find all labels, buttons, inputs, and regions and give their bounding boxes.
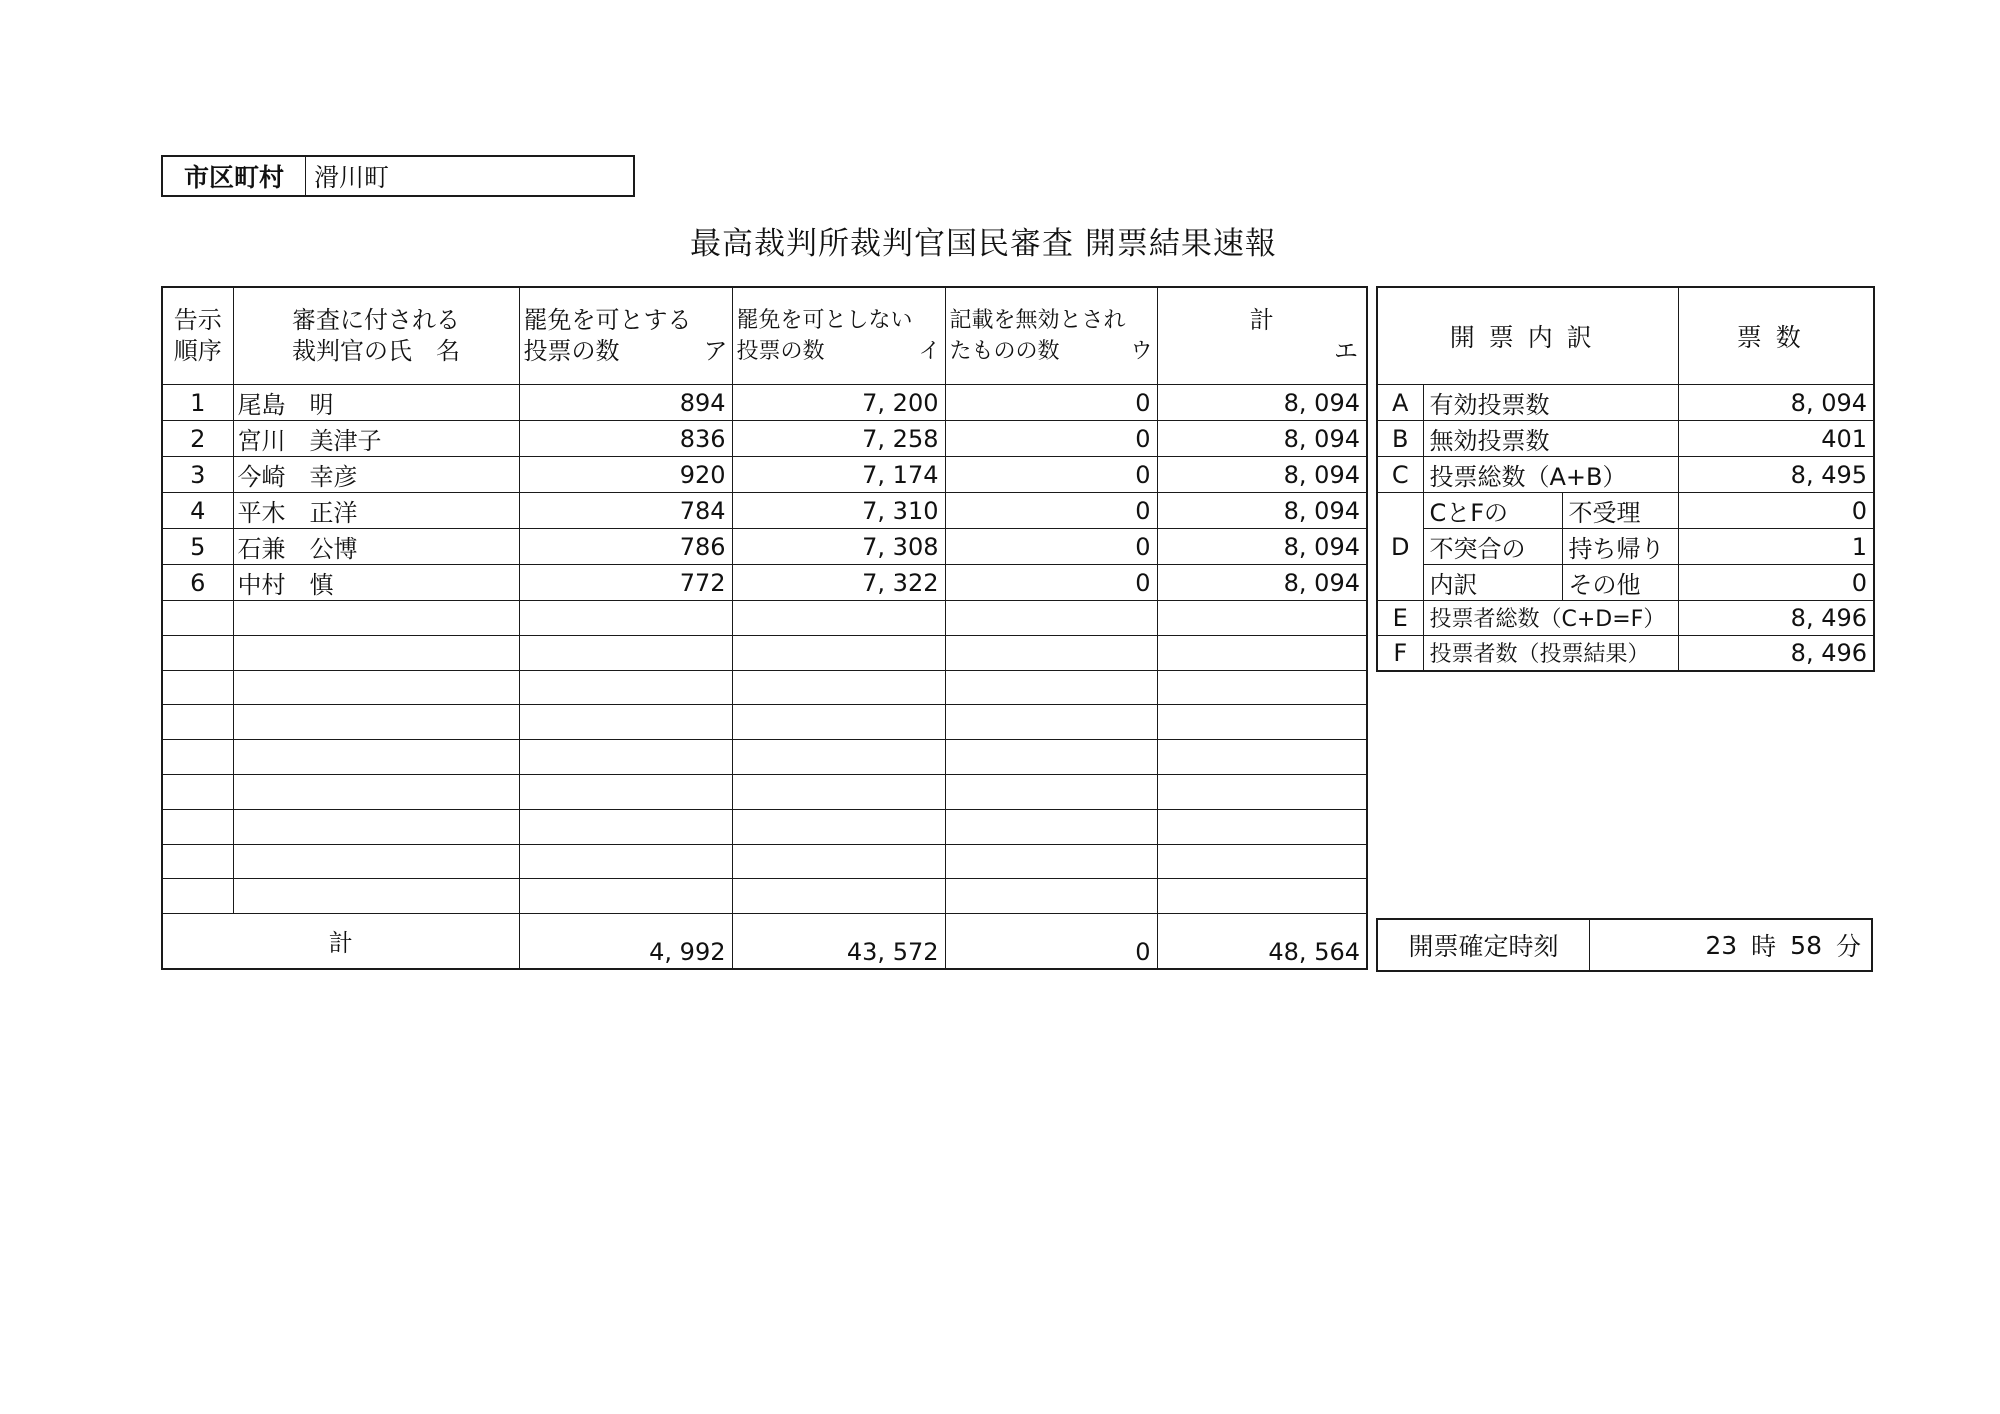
row-dismiss: 772 <box>519 565 732 601</box>
header-name <box>233 287 519 385</box>
d-sub-value: 1 <box>1678 529 1874 565</box>
row-not-dismiss: 7, 174 <box>732 457 945 493</box>
row-value: 8, 094 <box>1678 385 1874 421</box>
header-total-line1: 計 <box>1249 306 1274 334</box>
sum-not-dismiss: 43, 572 <box>732 914 945 970</box>
row-invalid: 0 <box>945 385 1157 421</box>
header-notdismiss-line1: 罷免を可としない <box>736 308 913 333</box>
row-letter: C <box>1377 457 1423 493</box>
row-dismiss: 894 <box>519 385 732 421</box>
row-not-dismiss: 7, 200 <box>732 385 945 421</box>
row-judge-name: 中村 慎 <box>233 565 519 601</box>
d-sub-label: 持ち帰り <box>1562 529 1678 565</box>
empty-row <box>162 740 1367 775</box>
breakdown-row-d2 <box>1377 529 1874 565</box>
breakdown-row-c <box>1377 457 1874 493</box>
table-row <box>162 565 1367 601</box>
empty-row <box>162 879 1367 914</box>
empty-row <box>162 774 1367 809</box>
row-judge-name: 今崎 幸彦 <box>233 457 519 493</box>
row-invalid: 0 <box>945 565 1157 601</box>
row-dismiss: 784 <box>519 493 732 529</box>
row-dismiss: 920 <box>519 457 732 493</box>
header-invalid-mark: ウ <box>1130 339 1153 364</box>
row-total: 8, 094 <box>1157 493 1367 529</box>
row-order: 2 <box>162 421 233 457</box>
row-judge-name: 石兼 公博 <box>233 529 519 565</box>
row-not-dismiss: 7, 322 <box>732 565 945 601</box>
row-total: 8, 094 <box>1157 385 1367 421</box>
row-order: 6 <box>162 565 233 601</box>
header-order <box>162 287 233 385</box>
table-row <box>162 529 1367 565</box>
table-row <box>162 385 1367 421</box>
table-row <box>162 457 1367 493</box>
row-label: 投票者総数（C+D=F） <box>1423 601 1678 636</box>
row-invalid: 0 <box>945 457 1157 493</box>
municipality-box <box>161 155 635 197</box>
row-total: 8, 094 <box>1157 565 1367 601</box>
judges-table <box>161 286 1368 970</box>
row-value: 8, 496 <box>1678 635 1874 670</box>
row-judge-name: 尾島 明 <box>233 385 519 421</box>
d-sub-value: 0 <box>1678 565 1874 601</box>
sum-row <box>162 914 1367 970</box>
header-invalid <box>945 287 1157 385</box>
breakdown-header-item: 開票内訳 <box>1377 287 1678 385</box>
row-invalid: 0 <box>945 421 1157 457</box>
row-dismiss: 836 <box>519 421 732 457</box>
d-sub-value: 0 <box>1678 493 1874 529</box>
header-notdismiss <box>732 287 945 385</box>
row-letter: D <box>1377 493 1423 601</box>
judges-header-row <box>162 287 1367 385</box>
row-not-dismiss: 7, 308 <box>732 529 945 565</box>
row-letter: E <box>1377 601 1423 636</box>
d-label-line1: CとFの <box>1423 493 1562 529</box>
row-order: 1 <box>162 385 233 421</box>
row-letter: A <box>1377 385 1423 421</box>
header-dismiss-line2: 投票の数 <box>523 337 620 365</box>
row-invalid: 0 <box>945 493 1157 529</box>
row-order: 4 <box>162 493 233 529</box>
sum-total: 48, 564 <box>1157 914 1367 970</box>
d-sub-label: その他 <box>1562 565 1678 601</box>
row-dismiss: 786 <box>519 529 732 565</box>
table-row <box>162 421 1367 457</box>
breakdown-row-d1 <box>1377 493 1874 529</box>
empty-row <box>162 844 1367 879</box>
breakdown-row-d3 <box>1377 565 1874 601</box>
breakdown-table <box>1376 286 1875 672</box>
row-label: 無効投票数 <box>1423 421 1678 457</box>
empty-row <box>162 705 1367 740</box>
header-notdismiss-mark: イ <box>918 339 941 364</box>
header-invalid-line1: 記載を無効とされ <box>949 308 1126 333</box>
final-time-minute: 58 <box>1790 930 1822 960</box>
header-order-line2: 順序 <box>173 337 222 365</box>
d-label-line2: 不突合の <box>1423 529 1562 565</box>
row-value: 401 <box>1678 421 1874 457</box>
empty-row <box>162 670 1367 705</box>
row-value: 8, 496 <box>1678 601 1874 636</box>
empty-row <box>162 809 1367 844</box>
breakdown-header-row <box>1377 287 1874 385</box>
final-time-label: 開票確定時刻 <box>1378 920 1590 970</box>
final-time-minute-unit: 分 <box>1835 932 1861 961</box>
row-value: 8, 495 <box>1678 457 1874 493</box>
row-judge-name: 宮川 美津子 <box>233 421 519 457</box>
municipality-label: 市区町村 <box>163 157 306 195</box>
page-title: 最高裁判所裁判官国民審査 開票結果速報 <box>690 226 1277 262</box>
final-time-value <box>1590 920 1871 970</box>
header-order-line1: 告示 <box>173 306 222 334</box>
row-order: 3 <box>162 457 233 493</box>
final-time-box <box>1376 918 1873 972</box>
table-row <box>162 493 1367 529</box>
header-dismiss <box>519 287 732 385</box>
municipality-value: 滑川町 <box>314 163 390 192</box>
row-label: 有効投票数 <box>1423 385 1678 421</box>
row-total: 8, 094 <box>1157 457 1367 493</box>
row-letter: B <box>1377 421 1423 457</box>
breakdown-header-count: 票数 <box>1678 287 1874 385</box>
d-label-line3: 内訳 <box>1423 565 1562 601</box>
sum-dismiss: 4, 992 <box>519 914 732 970</box>
final-time-hour: 23 <box>1705 930 1738 960</box>
final-time-hour-unit: 時 <box>1751 932 1777 961</box>
header-total-mark: エ <box>1334 337 1358 365</box>
breakdown-row-e <box>1377 601 1874 636</box>
d-sub-label: 不受理 <box>1562 493 1678 529</box>
header-name-line2: 裁判官の氏 名 <box>292 337 460 365</box>
empty-row <box>162 601 1367 636</box>
breakdown-row-a <box>1377 385 1874 421</box>
row-letter: F <box>1377 635 1423 670</box>
breakdown-row-f <box>1377 635 1874 670</box>
breakdown-row-b <box>1377 421 1874 457</box>
header-dismiss-line1: 罷免を可とする <box>523 306 692 334</box>
row-not-dismiss: 7, 258 <box>732 421 945 457</box>
header-invalid-line2: たものの数 <box>949 339 1060 364</box>
row-order: 5 <box>162 529 233 565</box>
sum-invalid: 0 <box>945 914 1157 970</box>
row-total: 8, 094 <box>1157 421 1367 457</box>
row-judge-name: 平木 正洋 <box>233 493 519 529</box>
empty-row <box>162 635 1367 670</box>
row-label: 投票者数（投票結果） <box>1423 635 1678 670</box>
row-invalid: 0 <box>945 529 1157 565</box>
row-not-dismiss: 7, 310 <box>732 493 945 529</box>
row-label: 投票総数（A+B） <box>1423 457 1678 493</box>
header-name-line1: 審査に付される <box>292 306 460 334</box>
row-total: 8, 094 <box>1157 529 1367 565</box>
sum-label: 計 <box>162 914 519 970</box>
header-total <box>1157 287 1367 385</box>
header-notdismiss-line2: 投票の数 <box>736 339 825 364</box>
header-dismiss-mark: ア <box>703 337 728 365</box>
